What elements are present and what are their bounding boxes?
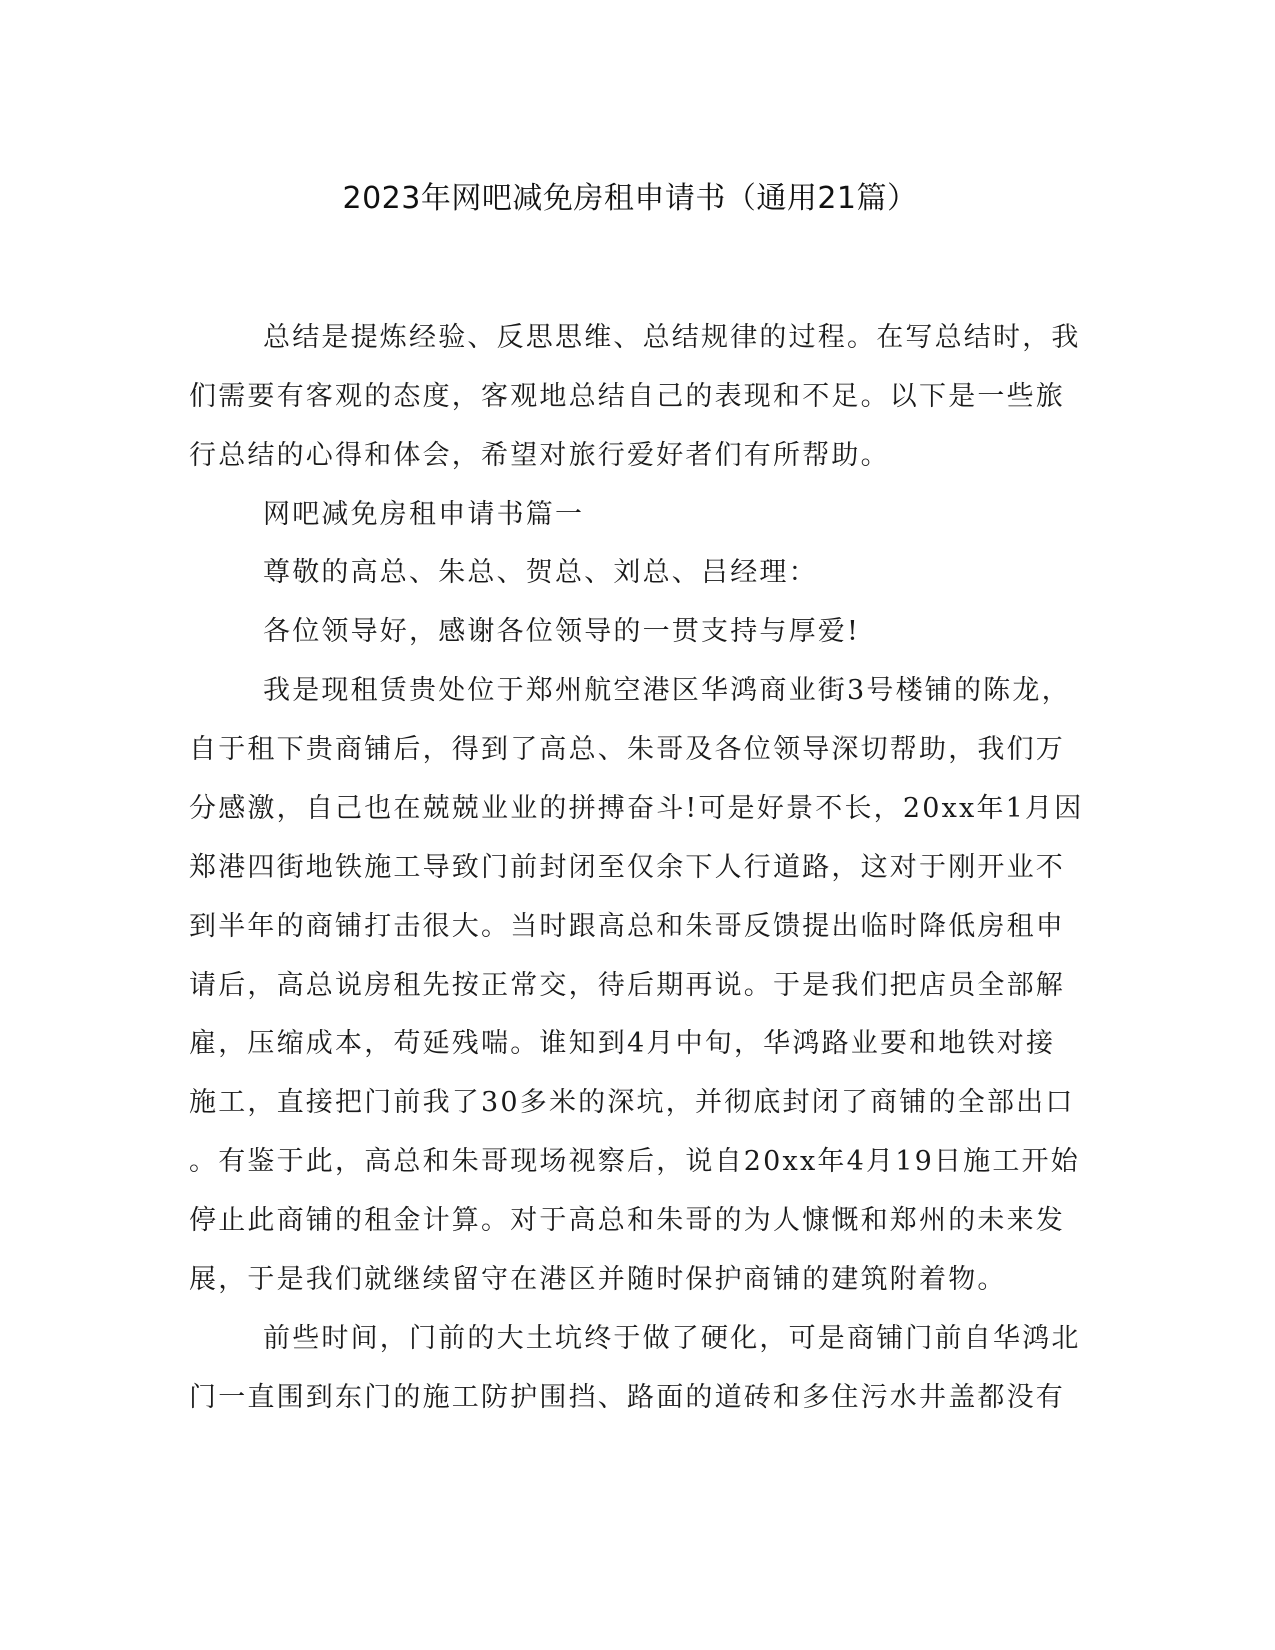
salutation: 尊敬的高总、朱总、贺总、刘总、吕经理： [263, 557, 818, 588]
para2-line-1: 前些时间，门前的大土坑终于做了硬化，可是商铺门前自华鸿北 [263, 1323, 1081, 1354]
para1-line-3: 分感激，自己也在兢兢业业的拼搏奋斗!可是好景不长，20xx年1月因 [189, 793, 1084, 824]
section-heading: 网吧减免房租申请书篇一 [263, 499, 585, 530]
para1-line-4: 郑港四街地铁施工导致门前封闭至仅余下人行道路，这对于刚开业不 [189, 852, 1065, 883]
para1-line-6: 请后，高总说房租先按正常交，待后期再说。于是我们把店员全部解 [189, 970, 1065, 1001]
para1-line-10: 停止此商铺的租金计算。对于高总和朱哥的为人慷慨和郑州的未来发 [189, 1205, 1065, 1236]
para1-line-2: 自于租下贵商铺后，得到了高总、朱哥及各位领导深切帮助，我们万 [189, 734, 1065, 765]
para1-line-11: 展，于是我们就继续留守在港区并随时保护商铺的建筑附着物。 [189, 1264, 1007, 1295]
greeting: 各位领导好，感谢各位领导的一贯支持与厚爱! [263, 616, 861, 647]
intro-line-3: 行总结的心得和体会，希望对旅行爱好者们有所帮助。 [189, 440, 890, 471]
para2-line-2: 门一直围到东门的施工防护围挡、路面的道砖和多住污水井盖都没有 [189, 1382, 1065, 1413]
intro-line-2: 们需要有客观的态度，客观地总结自己的表现和不足。以下是一些旅 [189, 381, 1065, 412]
para1-line-1: 我是现租赁贵处位于郑州航空港区华鸿商业街3号楼铺的陈龙， [263, 675, 1071, 706]
para1-line-8: 施工，直接把门前我了30多米的深坑，并彻底封闭了商铺的全部出口 [189, 1087, 1075, 1118]
para1-line-7: 雇，压缩成本，苟延残喘。谁知到4月中旬，华鸿路业要和地铁对接 [189, 1028, 1056, 1059]
para1-line-9: 。有鉴于此，高总和朱哥现场视察后，说自20xx年4月19日施工开始 [189, 1146, 1080, 1177]
intro-line-1: 总结是提炼经验、反思思维、总结规律的过程。在写总结时，我 [263, 322, 1081, 353]
document-title: 2023年网吧减免房租申请书（通用21篇） [342, 181, 918, 216]
para1-line-5: 到半年的商铺打击很大。当时跟高总和朱哥反馈提出临时降低房租申 [189, 911, 1065, 942]
